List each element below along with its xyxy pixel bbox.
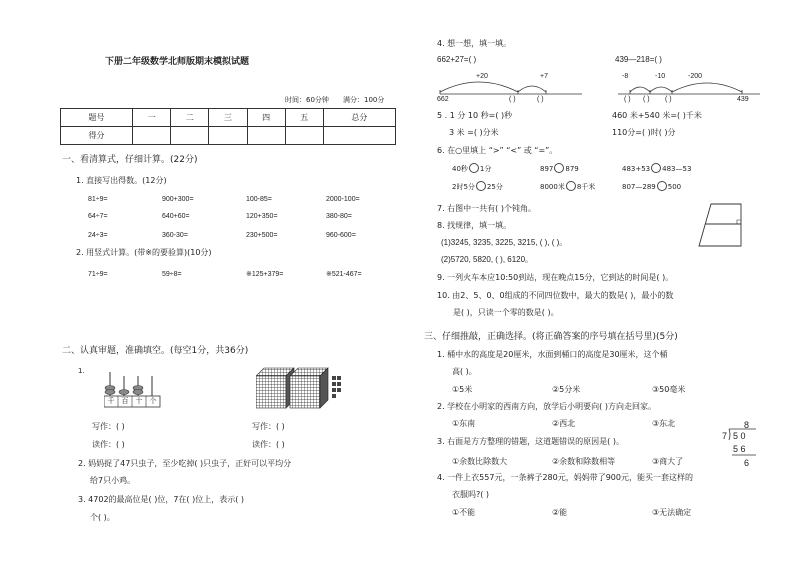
calc-item: 360-30= <box>162 232 188 239</box>
exam-title: 下册二年级数学北师版期末模拟试题 <box>105 57 250 67</box>
score-cell <box>171 127 209 145</box>
exam-time: 时间：60分钟 <box>285 96 329 104</box>
table-header: 二 <box>171 109 209 127</box>
q4-equation-a: 662+27=( ) <box>437 55 477 64</box>
compare-item <box>622 163 691 173</box>
calc-item: 960-600= <box>326 232 356 239</box>
s2-q3-line1: 3. 4702的最高位是( )位，7在( )位上，表示( ) <box>78 495 244 504</box>
s2-q2-line2: 给7只小鸡。 <box>90 476 136 485</box>
compare-right: 879 <box>565 165 579 173</box>
option[interactable]: ②5分米 <box>552 385 581 394</box>
q4-title: 4. 想一想，填一填。 <box>437 39 512 48</box>
division-product: 5 6 <box>733 444 746 454</box>
compare-circle[interactable] <box>476 181 486 191</box>
option[interactable]: ②西北 <box>552 419 576 428</box>
score-cell <box>285 127 323 145</box>
line-value: 662 <box>437 96 449 103</box>
calc-item: 64÷7= <box>88 213 108 220</box>
thousand-cube-1 <box>256 368 294 408</box>
s3-q1-line1: 1. 桶中水的高度是20厘米，水面到桶口的高度是30厘米，这个桶 <box>437 350 668 359</box>
compare-circle[interactable] <box>657 181 667 191</box>
q9: 9. 一列火车本应10:50到站，现在晚点15分，它到达的时间是( )。 <box>437 273 674 282</box>
compare-left: 807—289 <box>622 183 656 191</box>
compare-circle[interactable] <box>469 163 479 173</box>
compare-right: 1分 <box>479 165 492 173</box>
score-table <box>60 108 396 145</box>
line-value: ( ) <box>537 96 544 103</box>
read-answer-1[interactable]: 读作：( ) <box>92 440 125 449</box>
compare-right: 8千米 <box>576 183 596 191</box>
option[interactable]: ③无法确定 <box>652 508 692 517</box>
line-value: 439 <box>737 96 749 103</box>
abacus-label: 百 <box>121 397 129 405</box>
option[interactable]: ①5米 <box>452 385 473 394</box>
number-line-a <box>436 72 586 98</box>
jump-label: -200 <box>688 73 703 80</box>
q5-a: 5 . 1 分 10 秒=( )秒 <box>437 111 513 120</box>
q8-part1: (1)3245, 3235, 3225, 3215, ( ), ( )。 <box>441 238 568 247</box>
abacus-label: 十 <box>135 397 143 405</box>
table-header: 总分 <box>323 109 395 127</box>
s3-q3: 3. 右面是方方整理的错题，这道题错误的原因是( )。 <box>437 437 624 446</box>
option[interactable]: ①余数比除数大 <box>452 457 508 466</box>
compare-left: 40秒 <box>452 165 468 173</box>
line-value: ( ) <box>509 96 516 103</box>
score-cell <box>247 127 285 145</box>
division-quotient: 8 <box>744 420 750 430</box>
q5-c: 3 米 =( )分米 <box>449 128 499 137</box>
option[interactable]: ③东北 <box>652 419 676 428</box>
compare-item <box>622 181 681 191</box>
option[interactable]: ③50毫米 <box>652 385 686 394</box>
s3-q4-line2: 衣服吗?( ) <box>452 490 490 499</box>
s1-q2: 2. 用竖式计算。(带※的要验算)(10分) <box>76 248 212 257</box>
line-value: ( ) <box>624 96 631 103</box>
s2-q1-number: 1. <box>78 367 85 375</box>
jump-label: +20 <box>476 73 488 80</box>
abacus-label: 个 <box>149 397 157 405</box>
compare-item <box>452 181 503 191</box>
calc-item: ※521-467= <box>326 271 362 278</box>
compare-item <box>540 181 595 191</box>
compare-right: 483—53 <box>662 165 692 173</box>
thousand-cube-2 <box>290 368 328 408</box>
jump-label: -10 <box>655 73 666 80</box>
jump-label: +7 <box>540 73 548 80</box>
compare-left: 897 <box>540 165 554 173</box>
s2-q3-line2: 个( )。 <box>90 513 115 522</box>
q4-equation-b: 439—218=( ) <box>615 55 662 64</box>
division-divisor: 7 <box>722 431 728 441</box>
calc-item: 120+350= <box>246 213 278 220</box>
table-header: 五 <box>285 109 323 127</box>
q5-b: 460 米+540 米=( )千米 <box>612 111 702 120</box>
s2-q2-line1: 2. 妈妈捉了47只虫子，至少吃掉( )只虫子，正好可以平均分 <box>78 459 292 468</box>
table-row-label: 得分 <box>61 127 133 145</box>
s3-q1-line2: 高( )。 <box>452 367 477 376</box>
division-dividend: 5 0 <box>733 431 746 441</box>
s3-q2: 2. 学校在小明家的西南方向，放学后小明要向( )方向走回家。 <box>437 402 656 411</box>
section1-title: 一、看清算式，仔细计算。(22分) <box>62 155 198 165</box>
q6-title: 6. 在○里填上 “>” “<” 或 “=”。 <box>437 146 558 155</box>
compare-right: 500 <box>667 183 682 191</box>
score-cell <box>209 127 247 145</box>
write-answer-2[interactable]: 写作：( ) <box>252 422 285 431</box>
compare-circle[interactable] <box>651 163 661 173</box>
option[interactable]: ②余数和除数相等 <box>552 457 616 466</box>
table-header: 一 <box>133 109 171 127</box>
calc-item: ※125+379= <box>246 271 284 278</box>
option[interactable]: ①不能 <box>452 508 476 517</box>
calc-item: 81÷9= <box>88 196 108 203</box>
calc-item: 380-80= <box>326 213 352 220</box>
q8-title: 8. 找规律，填一填。 <box>437 221 512 230</box>
division-remainder: 6 <box>744 458 750 468</box>
table-header: 题号 <box>61 109 133 127</box>
q8-part2: (2)5720, 5820, ( ), 6120。 <box>441 255 534 264</box>
small-cubes <box>332 376 341 398</box>
abacus-labels <box>104 398 160 405</box>
calc-item: 71÷9= <box>88 271 108 278</box>
parallelogram-figure <box>697 200 747 250</box>
option[interactable]: ②能 <box>552 508 568 517</box>
calc-item: 100-85= <box>246 196 272 203</box>
read-answer-2[interactable]: 读作：( ) <box>252 440 285 449</box>
compare-circle[interactable] <box>554 163 564 173</box>
s3-q4-line1: 4. 一件上衣557元，一条裤子280元，妈妈带了900元，能买一套这样的 <box>437 473 693 482</box>
option[interactable]: ③商大了 <box>652 457 684 466</box>
section3-title: 三、仔细推敲，正确选择。(将正确答案的序号填在括号里)(5分) <box>424 332 678 342</box>
compare-item <box>540 163 579 173</box>
calc-item: 640+60= <box>162 213 190 220</box>
compare-left: 2时5分 <box>452 183 475 191</box>
line-value: ( ) <box>643 96 650 103</box>
jump-label: -8 <box>622 73 629 80</box>
abacus-label: 千 <box>107 397 115 405</box>
calc-item: 2000-100= <box>326 196 360 203</box>
table-header: 四 <box>247 109 285 127</box>
block-cubes-figure <box>256 366 348 412</box>
q5-d: 110分=( )时( )分 <box>612 128 676 137</box>
calc-item: 59÷8= <box>162 271 182 278</box>
compare-item <box>452 163 491 173</box>
exam-full-score: 满分：100分 <box>343 96 385 104</box>
score-cell <box>133 127 171 145</box>
q10-line2: 是( )，只读一个零的数是( )。 <box>453 308 559 317</box>
section2-title: 二、认真审题，准确填空。(每空1分，共36分) <box>62 346 249 356</box>
line-value: ( ) <box>665 96 672 103</box>
compare-left: 483+53 <box>622 165 651 173</box>
s1-q1: 1. 直接写出得数。(12分) <box>76 176 167 185</box>
compare-left: 8000米 <box>540 183 565 191</box>
calc-item: 900+300= <box>162 196 194 203</box>
score-cell <box>323 127 395 145</box>
write-answer-1[interactable]: 写作：( ) <box>92 422 125 431</box>
q7: 7. 右图中一共有( )个钝角。 <box>437 204 536 213</box>
compare-right: 25分 <box>486 183 503 191</box>
compare-circle[interactable] <box>566 181 576 191</box>
q10-line1: 10. 由2、5、0、0组成的不同四位数中，最大的数是( )，最小的数 <box>437 291 674 300</box>
calc-item: 24÷3= <box>88 232 108 239</box>
option[interactable]: ①东南 <box>452 419 476 428</box>
calc-item: 230+500= <box>246 232 278 239</box>
table-header: 三 <box>209 109 247 127</box>
